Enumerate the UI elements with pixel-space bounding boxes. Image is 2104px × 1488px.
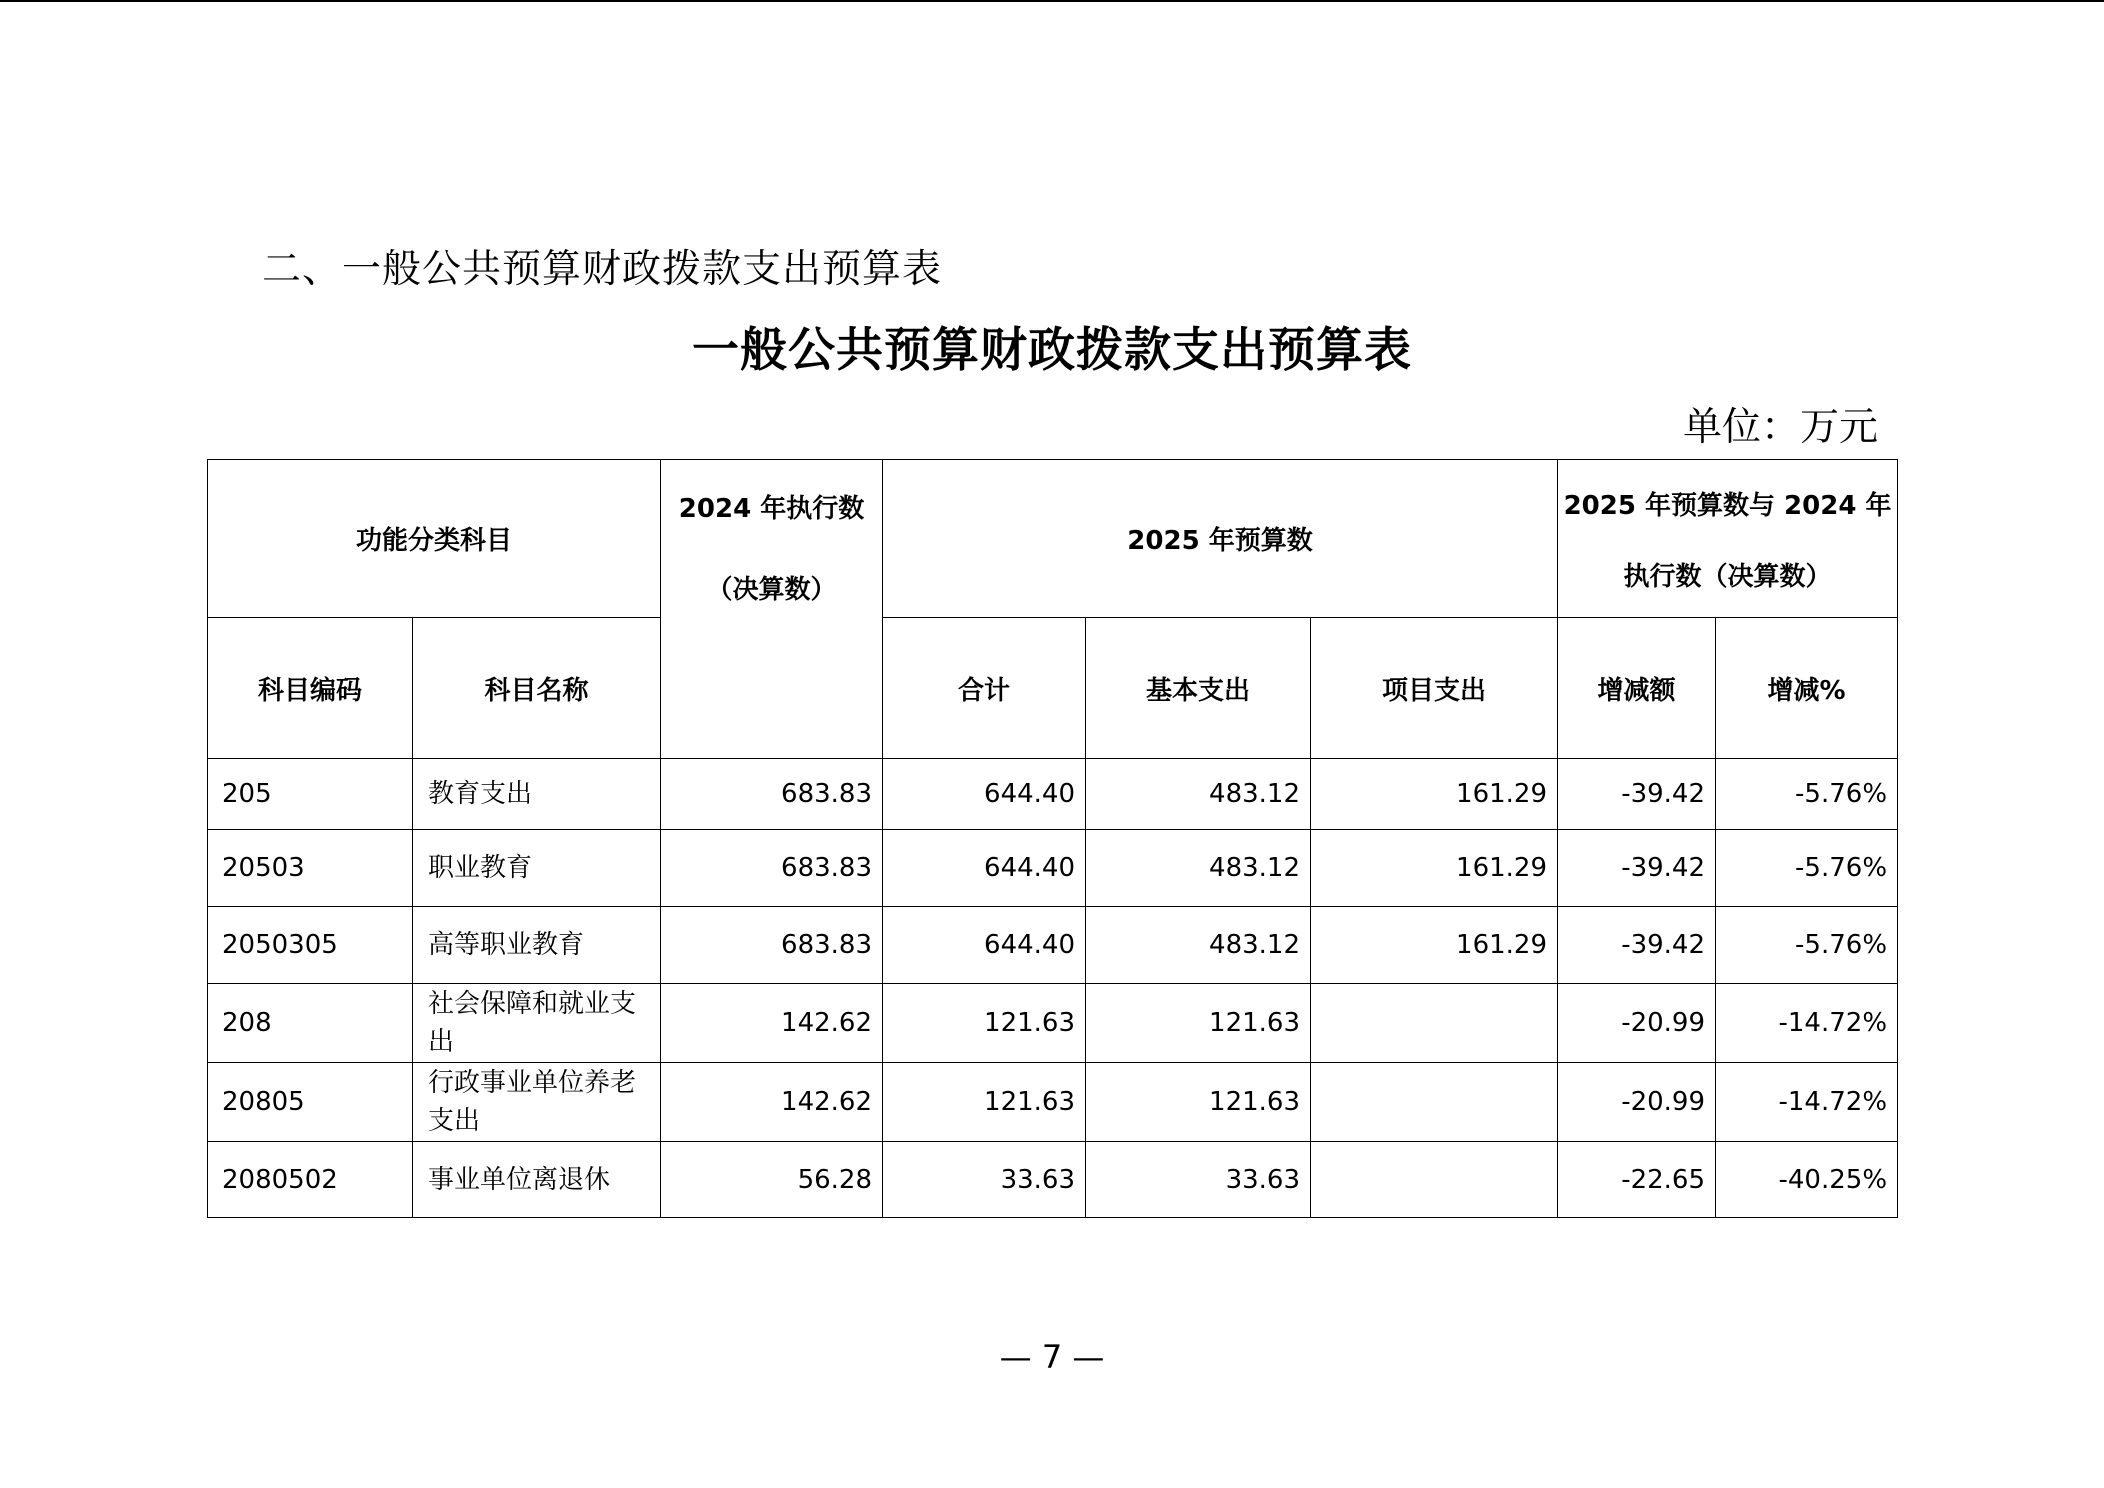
cell-change-pct: -40.25% [1716, 1142, 1898, 1218]
header-change-line2: 执行数（决算数） [1623, 561, 1832, 592]
cell-change-pct: -5.76% [1716, 907, 1898, 984]
cell-exec-2024: 56.28 [661, 1142, 883, 1218]
cell-exec-2024: 683.83 [661, 907, 883, 984]
table-title: 一般公共预算财政拨款支出预算表 [692, 323, 1412, 378]
cell-basic: 483.12 [1086, 830, 1311, 907]
table-row [208, 1063, 1898, 1142]
cell-code: 205 [208, 759, 413, 830]
header-name: 科目名称 [413, 618, 661, 759]
header-budget-2025: 2025 年预算数 [883, 460, 1558, 618]
unit-label: 单位：万元 [1682, 405, 1878, 450]
header-code: 科目编码 [208, 618, 413, 759]
cell-change-amount: -20.99 [1558, 1063, 1716, 1142]
cell-total: 33.63 [883, 1142, 1086, 1218]
cell-change-amount: -20.99 [1558, 984, 1716, 1063]
cell-exec-2024: 142.62 [661, 1063, 883, 1142]
cell-code: 208 [208, 984, 413, 1063]
cell-code: 20805 [208, 1063, 413, 1142]
cell-basic: 483.12 [1086, 907, 1311, 984]
cell-total: 121.63 [883, 984, 1086, 1063]
cell-basic: 33.63 [1086, 1142, 1311, 1218]
cell-name: 教育支出 [413, 759, 661, 830]
cell-total: 644.40 [883, 907, 1086, 984]
cell-exec-2024: 683.83 [661, 759, 883, 830]
section-heading: 二、一般公共预算财政拨款支出预算表 [262, 247, 943, 292]
cell-basic: 121.63 [1086, 984, 1311, 1063]
cell-total: 644.40 [883, 759, 1086, 830]
budget-table [207, 459, 1898, 1218]
header-exec-2024-line2: （决算数） [706, 575, 837, 605]
table-row [208, 830, 1898, 907]
cell-exec-2024: 683.83 [661, 830, 883, 907]
cell-change-pct: -14.72% [1716, 1063, 1898, 1142]
header-change-amount: 增减额 [1558, 618, 1716, 759]
cell-project: 161.29 [1311, 759, 1558, 830]
cell-name: 职业教育 [413, 830, 661, 907]
cell-change-amount: -39.42 [1558, 907, 1716, 984]
cell-basic: 483.12 [1086, 759, 1311, 830]
header-exec-2024-line1: 2024 年执行数 [678, 494, 865, 524]
cell-name: 高等职业教育 [413, 907, 661, 984]
table-row [208, 984, 1898, 1063]
cell-change-amount: -22.65 [1558, 1142, 1716, 1218]
top-border-line [0, 0, 2104, 2]
cell-project: 161.29 [1311, 907, 1558, 984]
cell-name: 社会保障和就业支出 [413, 984, 661, 1063]
header-total: 合计 [883, 618, 1086, 759]
cell-project [1311, 984, 1558, 1063]
cell-basic: 121.63 [1086, 1063, 1311, 1142]
header-project: 项目支出 [1311, 618, 1558, 759]
table-row [208, 759, 1898, 830]
table-row [208, 1142, 1898, 1218]
page-number: — 7 — [999, 1338, 1105, 1376]
cell-code: 2050305 [208, 907, 413, 984]
cell-code: 20503 [208, 830, 413, 907]
cell-project [1311, 1142, 1558, 1218]
cell-change-pct: -5.76% [1716, 830, 1898, 907]
header-basic: 基本支出 [1086, 618, 1311, 759]
header-change-pct: 增减% [1716, 618, 1898, 759]
cell-change-amount: -39.42 [1558, 759, 1716, 830]
cell-name: 事业单位离退休 [413, 1142, 661, 1218]
cell-exec-2024: 142.62 [661, 984, 883, 1063]
cell-change-pct: -5.76% [1716, 759, 1898, 830]
cell-change-amount: -39.42 [1558, 830, 1716, 907]
header-change [1558, 460, 1898, 618]
table-row [208, 907, 1898, 984]
header-exec-2024 [661, 460, 883, 759]
cell-project: 161.29 [1311, 830, 1558, 907]
header-function-category: 功能分类科目 [208, 460, 661, 618]
cell-name: 行政事业单位养老支出 [413, 1063, 661, 1142]
cell-code: 2080502 [208, 1142, 413, 1218]
header-change-line1: 2025 年预算数与 2024 年 [1563, 490, 1892, 521]
cell-change-pct: -14.72% [1716, 984, 1898, 1063]
cell-total: 644.40 [883, 830, 1086, 907]
cell-total: 121.63 [883, 1063, 1086, 1142]
cell-project [1311, 1063, 1558, 1142]
